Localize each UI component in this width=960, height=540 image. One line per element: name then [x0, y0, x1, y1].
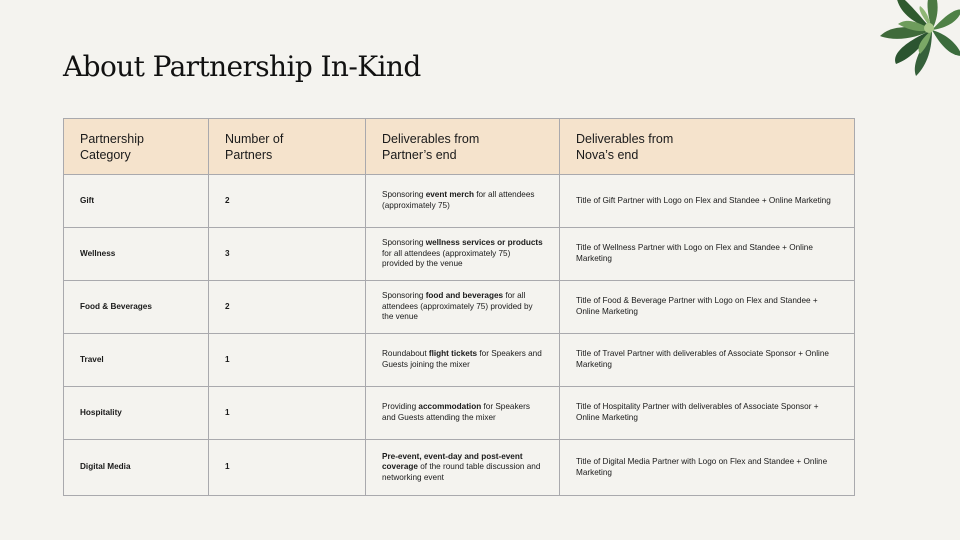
nova-deliverable-cell: Title of Travel Partner with deliverables of Associate Sponsor + Online Marketing	[560, 334, 855, 387]
category-cell: Hospitality	[64, 387, 209, 440]
partner-deliverable-cell: Pre-event, event-day and post-event coverage of the round table discussion and networking event	[366, 440, 560, 496]
partner-deliverable-cell: Providing accommodation for Speakers and Guests attending the mixer	[366, 387, 560, 440]
nova-deliverable-cell: Title of Food & Beverage Partner with Logo on Flex and Standee + Online Marketing	[560, 281, 855, 334]
partnership-table	[63, 118, 855, 496]
category-cell: Gift	[64, 175, 209, 228]
table-header-row	[64, 119, 855, 175]
partner-count-cell: 1	[209, 334, 366, 387]
table-row	[64, 440, 855, 496]
table-row	[64, 175, 855, 228]
table-row	[64, 281, 855, 334]
slide-title: About Partnership In-Kind	[63, 50, 421, 83]
nova-deliverable-cell: Title of Gift Partner with Logo on Flex and Standee + Online Marketing	[560, 175, 855, 228]
header-partner-deliverables: Deliverables from Partner’s end	[366, 119, 560, 175]
header-number-of-partners: Number of Partners	[209, 119, 366, 175]
nova-deliverable-cell: Title of Hospitality Partner with deliverables of Associate Sponsor + Online Marketing	[560, 387, 855, 440]
succulent-plant-icon	[870, 0, 960, 80]
partner-deliverable-cell: Sponsoring event merch for all attendees (approximately 75)	[366, 175, 560, 228]
partner-count-cell: 1	[209, 387, 366, 440]
nova-deliverable-cell: Title of Digital Media Partner with Logo on Flex and Standee + Online Marketing	[560, 440, 855, 496]
partner-deliverable-cell: Sponsoring food and beverages for all attendees (approximately 75) provided by the venue	[366, 281, 560, 334]
partner-count-cell: 3	[209, 228, 366, 281]
partner-deliverable-cell: Roundabout flight tickets for Speakers and Guests joining the mixer	[366, 334, 560, 387]
table-row	[64, 228, 855, 281]
partner-deliverable-cell: Sponsoring wellness services or products for all attendees (approximately 75) provided by the venue	[366, 228, 560, 281]
table-row	[64, 387, 855, 440]
partner-count-cell: 2	[209, 175, 366, 228]
partner-count-cell: 1	[209, 440, 366, 496]
category-cell: Travel	[64, 334, 209, 387]
category-cell: Digital Media	[64, 440, 209, 496]
category-cell: Food & Beverages	[64, 281, 209, 334]
partner-count-cell: 2	[209, 281, 366, 334]
category-cell: Wellness	[64, 228, 209, 281]
header-partnership-category: Partnership Category	[64, 119, 209, 175]
table-row	[64, 334, 855, 387]
nova-deliverable-cell: Title of Wellness Partner with Logo on Flex and Standee + Online Marketing	[560, 228, 855, 281]
header-nova-deliverables: Deliverables from Nova’s end	[560, 119, 855, 175]
